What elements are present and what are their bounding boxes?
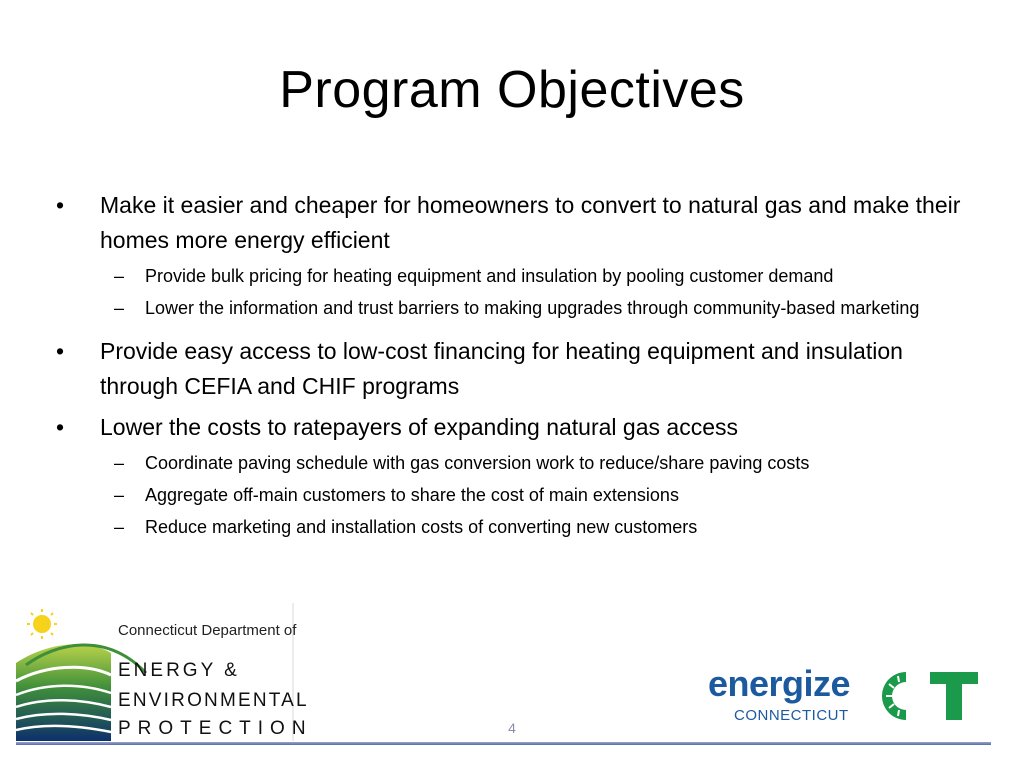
- footer-divider: [16, 742, 991, 745]
- bullet-text: Provide easy access to low-cost financing for heating equipment and insulation through CEFIA and CHIF programs: [100, 338, 903, 399]
- dash-icon: –: [114, 266, 125, 286]
- bullet-dot-icon: •: [56, 338, 65, 364]
- sub-bullet-item: [56, 450, 976, 477]
- sub-bullet-item: [56, 482, 976, 509]
- bullet-dot-icon: •: [56, 192, 65, 218]
- sub-bullet-item: [56, 295, 976, 322]
- sub-bullet-text: Coordinate paving schedule with gas conversion work to reduce/share paving costs: [145, 453, 810, 473]
- bullet-item: [56, 410, 976, 445]
- deep-logo-line4: PROTECTION: [118, 718, 313, 739]
- dash-icon: –: [114, 517, 125, 537]
- sub-bullet-text: Aggregate off-main customers to share the cost of main extensions: [145, 485, 679, 505]
- bullet-dot-icon: •: [56, 414, 65, 440]
- deep-logo-line1: Connecticut Department of: [118, 622, 297, 639]
- sub-bullet-text: Provide bulk pricing for heating equipment and insulation by pooling customer demand: [145, 266, 834, 286]
- energize-logo-word: energize: [708, 663, 851, 704]
- bullet-item: [56, 188, 976, 258]
- energize-ct-mark-icon: [876, 668, 980, 724]
- energize-logo-sub: CONNECTICUT: [734, 707, 849, 724]
- dash-icon: –: [114, 298, 125, 318]
- sub-bullet-text: Reduce marketing and installation costs of converting new customers: [145, 517, 698, 537]
- sub-bullet-item: [56, 514, 976, 541]
- sub-bullet-text: Lower the information and trust barriers to making upgrades through community-based marketing: [145, 298, 920, 318]
- sub-bullet-item: [56, 263, 976, 290]
- page-number: 4: [508, 720, 516, 736]
- deep-logo-line3: ENVIRONMENTAL: [118, 690, 309, 711]
- bullet-item: [56, 334, 976, 404]
- dash-icon: –: [114, 453, 125, 473]
- bullet-text: Lower the costs to ratepayers of expanding natural gas access: [100, 414, 738, 440]
- bullet-text: Make it easier and cheaper for homeowners to convert to natural gas and make their homes more energy efficient: [100, 192, 961, 253]
- bullet-list: [56, 182, 976, 541]
- deep-logo-line2: ENERGY &: [118, 660, 240, 681]
- slide-title: Program Objectives: [279, 61, 745, 119]
- dash-icon: –: [114, 485, 125, 505]
